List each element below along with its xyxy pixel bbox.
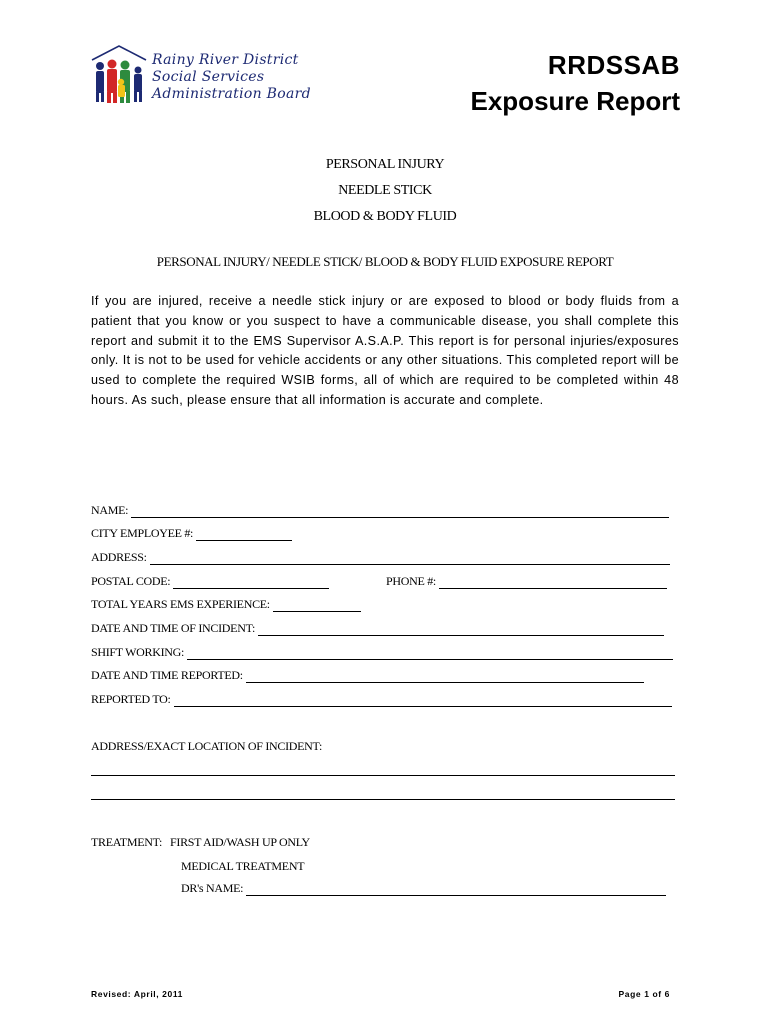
name-input-line[interactable] — [131, 506, 669, 518]
years-ems-input-line[interactable] — [273, 600, 361, 612]
name-label: NAME: — [91, 503, 129, 517]
address-field[interactable] — [91, 549, 670, 565]
date-time-reported-field[interactable] — [91, 667, 644, 683]
org-name-line-1: Rainy River District — [152, 52, 299, 68]
phone-input-line[interactable] — [439, 577, 667, 589]
date-time-incident-label: DATE AND TIME OF INCIDENT: — [91, 621, 256, 635]
address-location-line-1[interactable] — [91, 775, 675, 776]
name-field[interactable] — [91, 502, 669, 518]
treatment-label: TREATMENT: — [91, 835, 163, 849]
reported-to-label: REPORTED TO: — [91, 692, 171, 706]
address-location-field — [91, 738, 325, 754]
doc-title-org: RRDSSAB — [547, 50, 680, 80]
address-location-line-2[interactable] — [91, 799, 675, 800]
revised-date: Revised: April, 2011 — [91, 989, 184, 999]
city-employee-input-line[interactable] — [196, 529, 292, 541]
family-logo-icon — [88, 44, 150, 106]
years-ems-label: TOTAL YEARS EMS EXPERIENCE: — [91, 597, 270, 611]
heading-blood-body-fluid: BLOOD & BODY FLUID — [313, 209, 457, 224]
section-headings — [0, 152, 770, 230]
dr-name-label: DR's NAME: — [181, 881, 244, 895]
dr-name-input-line[interactable] — [246, 884, 666, 896]
shift-working-label: SHIFT WORKING: — [91, 645, 185, 659]
postal-code-input-line[interactable] — [173, 577, 329, 589]
dr-name-field[interactable] — [181, 880, 666, 896]
intro-paragraph: If you are injured, receive a needle stick injury or are exposed to blood or body fluids from a patient that you know or you suspect to have a communicable disease, you shall complete this report and submit it to the EMS Supervisor A.S.A.P. This report is for personal injuries/exposures only. It is not to be used for vehicle accidents or any other situations. This completed report will be used to complete the required WSIB forms, all of which are required to be completed within 48 hours. As such, please ensure that all information is accurate and complete. — [91, 294, 679, 407]
org-name-line-3: Administration Board — [152, 86, 311, 102]
address-input-line[interactable] — [150, 553, 670, 565]
city-employee-field[interactable] — [91, 525, 292, 541]
shift-working-input-line[interactable] — [187, 648, 673, 660]
postal-code-field[interactable] — [91, 573, 329, 589]
org-name — [152, 52, 311, 103]
doc-title: Exposure Report — [470, 86, 680, 116]
phone-label: PHONE #: — [386, 574, 436, 588]
heading-needle-stick: NEEDLE STICK — [338, 183, 432, 198]
treatment-option-medical[interactable]: MEDICAL TREATMENT — [181, 859, 305, 873]
phone-field[interactable] — [386, 573, 667, 589]
city-employee-label: CITY EMPLOYEE #: — [91, 526, 194, 540]
reported-to-input-line[interactable] — [174, 695, 672, 707]
reported-to-field[interactable] — [91, 691, 672, 707]
postal-code-label: POSTAL CODE: — [91, 574, 171, 588]
heading-personal-injury: PERSONAL INJURY — [325, 157, 445, 172]
date-time-incident-input-line[interactable] — [258, 624, 664, 636]
treatment-option-first-aid[interactable]: FIRST AID/WASH UP ONLY — [170, 835, 310, 849]
address-label: ADDRESS: — [91, 550, 147, 564]
years-ems-field[interactable] — [91, 596, 361, 612]
org-name-line-2: Social Services — [152, 69, 265, 85]
org-logo — [88, 44, 328, 106]
page-number: Page 1 of 6 — [618, 989, 670, 999]
date-time-reported-label: DATE AND TIME REPORTED: — [91, 668, 243, 682]
date-time-incident-field[interactable] — [91, 620, 664, 636]
date-time-reported-input-line[interactable] — [246, 671, 644, 683]
address-location-label: ADDRESS/EXACT LOCATION OF INCIDENT: — [91, 739, 323, 753]
shift-working-field[interactable] — [91, 644, 673, 660]
report-subtitle: PERSONAL INJURY/ NEEDLE STICK/ BLOOD & BODY FLUID EXPOSURE REPORT — [156, 254, 614, 269]
